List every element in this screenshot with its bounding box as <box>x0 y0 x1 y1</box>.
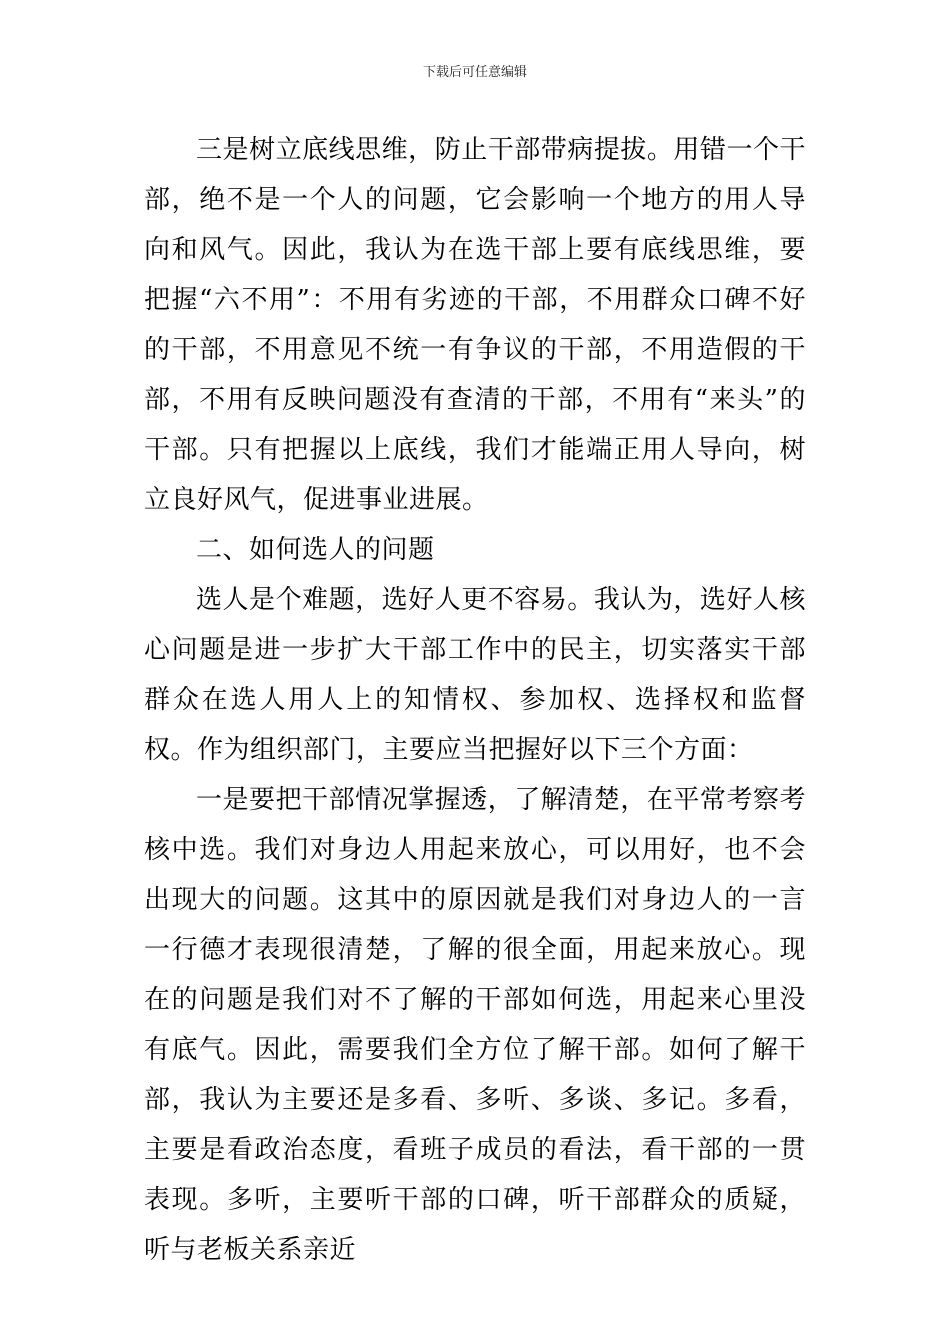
document-body <box>144 125 806 1275</box>
paragraph-selection-intro: 选人是个难题，选好人更不容易。我认为，选好人核心问题是进一步扩大干部工作中的民主，切实落实干部群众在选人用人上的知情权、参加权、选择权和监督权。作为组织部门，主要应当把握好以下三个方面： <box>144 585 806 765</box>
page-header: 下载后可任意编辑 <box>422 65 527 80</box>
section-heading-selection: 二、如何选人的问题 <box>196 535 435 565</box>
paragraph-bottom-line-thinking: 三是树立底线思维，防止干部带病提拔。用错一个干部，绝不是一个人的问题，它会影响一个地方的用人导向和风气。因此，我认为在选干部上要有底线思维，要把握“六不用”：不用有劣迹的干部，不用群众口碑不好的干部，不用意见不统一有争议的干部，不用造假的干部，不用有反映问题没有查清的干部，不用有“来头”的干部。只有把握以上底线，我们才能端正用人导向，树立良好风气，促进事业进展。 <box>144 135 806 515</box>
paragraph-know-cadres: 一是要把干部情况掌握透，了解清楚，在平常考察考核中选。我们对身边人用起来放心，可以用好，也不会出现大的问题。这其中的原因就是我们对身边人的一言一行德才表现很清楚，了解的很全面，用起来放心。现在的问题是我们对不了解的干部如何选，用起来心里没有底气。因此，需要我们全方位了解干部。如何了解干部，我认为主要还是多看、多听、多谈、多记。多看，主要是看政治态度，看班子成员的看法，看干部的一贯表现。多听，主要听干部的口碑，听干部群众的质疑，听与老板关系亲近 <box>144 785 806 1265</box>
